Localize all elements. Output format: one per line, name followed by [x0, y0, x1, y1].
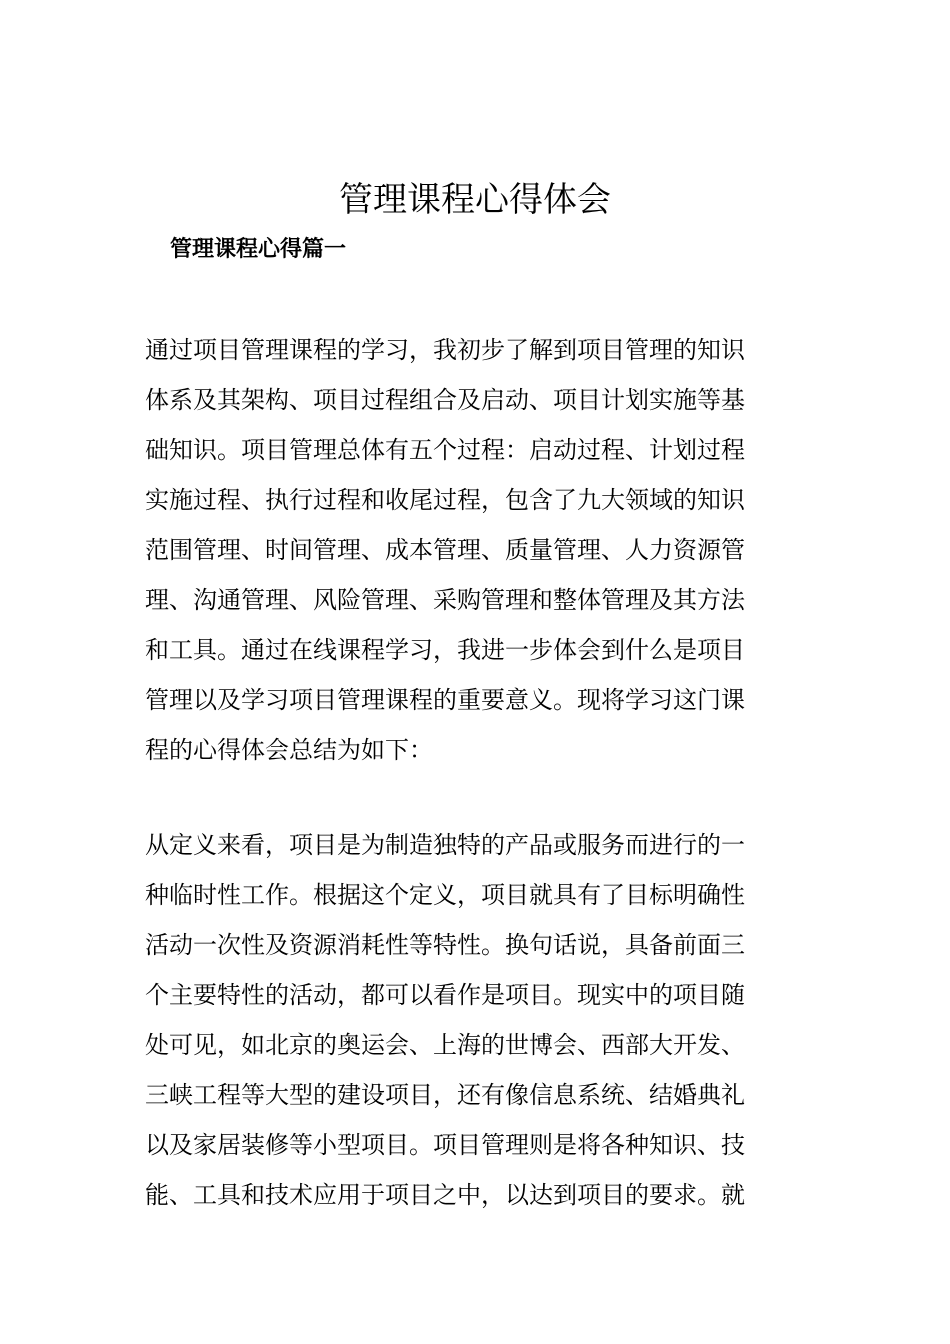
paragraph-line: 种临时性工作。根据这个定义，项目就具有了目标明确性 [145, 881, 745, 909]
document-title: 管理课程心得体会 [339, 180, 611, 220]
paragraph-line: 通过项目管理课程的学习，我初步了解到项目管理的知识 [145, 336, 745, 364]
section-heading: 管理课程心得篇一 [170, 236, 347, 262]
paragraph-line: 个主要特性的活动，都可以看作是项目。现实中的项目随 [145, 981, 745, 1009]
paragraph-line: 活动一次性及资源消耗性等特性。换句话说，具备前面三 [145, 931, 745, 959]
paragraph-line: 和工具。通过在线课程学习，我进一步体会到什么是项目 [145, 636, 745, 664]
paragraph-line: 体系及其架构、项目过程组合及启动、项目计划实施等基 [145, 386, 745, 414]
paragraph-line: 础知识。项目管理总体有五个过程：启动过程、计划过程 [145, 436, 745, 464]
paragraph-line: 范围管理、时间管理、成本管理、质量管理、人力资源管 [145, 536, 745, 564]
paragraph-line: 从定义来看，项目是为制造独特的产品或服务而进行的一 [145, 831, 745, 859]
paragraph-line: 实施过程、执行过程和收尾过程，包含了九大领域的知识 [145, 486, 745, 514]
paragraph-line: 三峡工程等大型的建设项目，还有像信息系统、结婚典礼 [145, 1081, 745, 1109]
paragraph-line: 程的心得体会总结为如下： [145, 736, 433, 764]
paragraph-2 [145, 820, 810, 1220]
paragraph-line: 能、工具和技术应用于项目之中，以达到项目的要求。就 [145, 1181, 745, 1209]
paragraph-line: 以及家居装修等小型项目。项目管理则是将各种知识、技 [145, 1131, 745, 1159]
paragraph-line: 处可见，如北京的奥运会、上海的世博会、西部大开发、 [145, 1031, 745, 1059]
paragraph-1 [145, 325, 810, 775]
paragraph-line: 管理以及学习项目管理课程的重要意义。现将学习这门课 [145, 686, 745, 714]
paragraph-line: 理、沟通管理、风险管理、采购管理和整体管理及其方法 [145, 586, 745, 614]
